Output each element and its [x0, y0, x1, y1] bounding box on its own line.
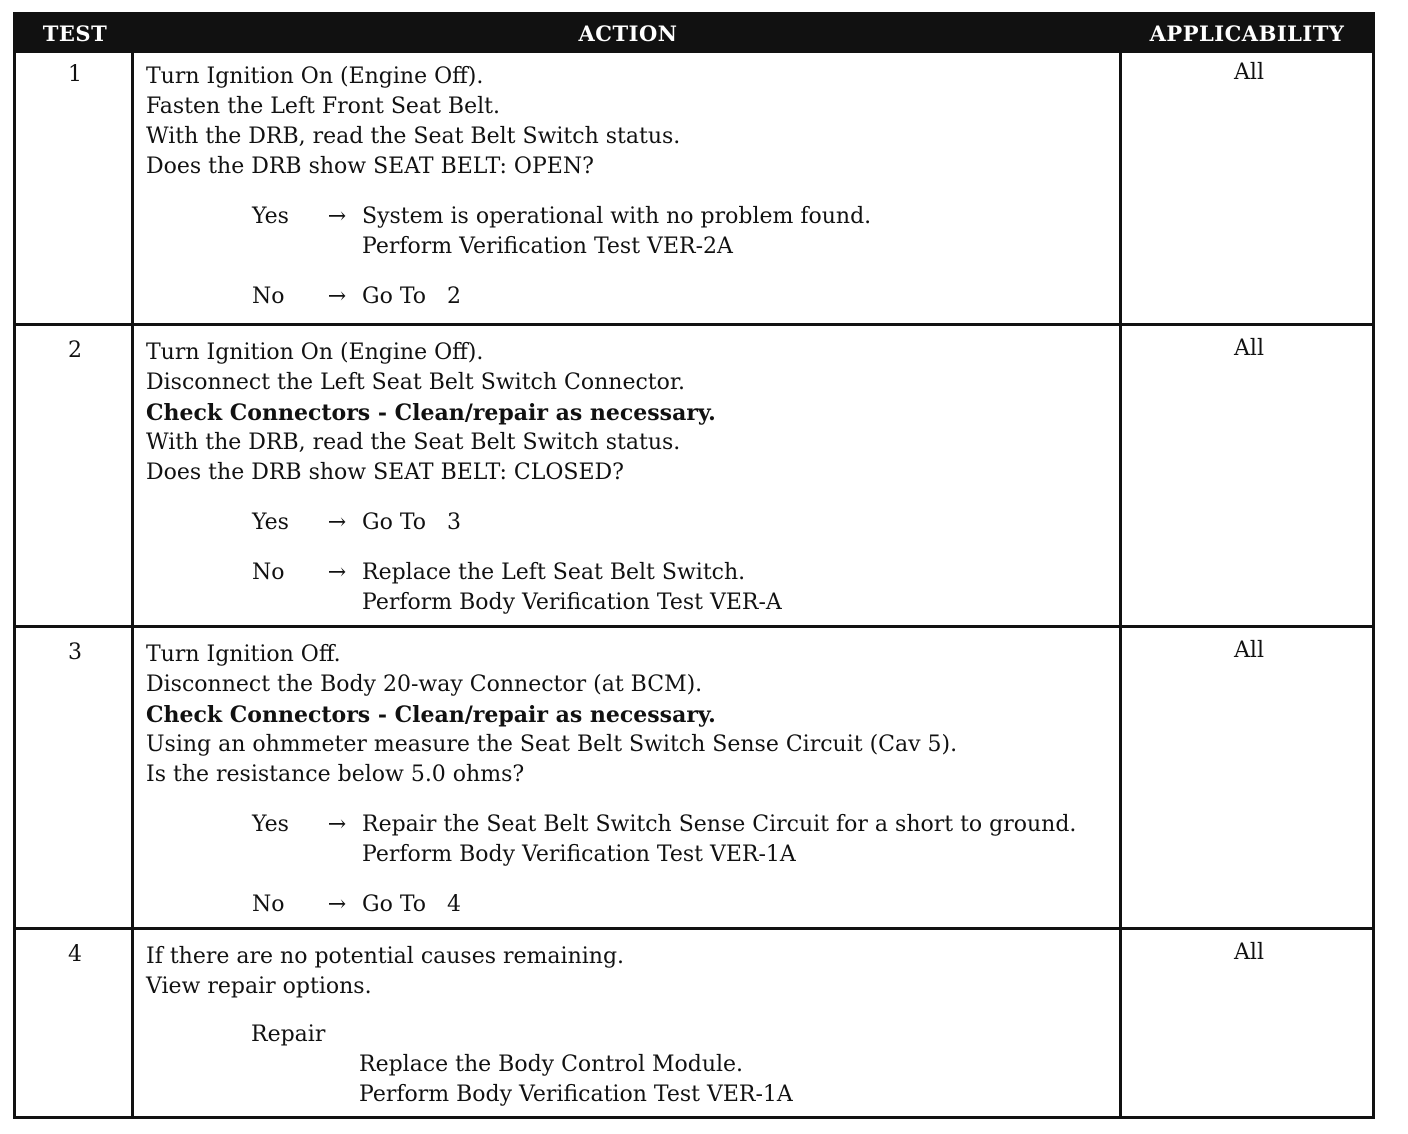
no-result-line: Perform Body Verification Test VER-A: [362, 590, 782, 615]
yes-result: [362, 202, 1122, 262]
applicability-value: All: [1234, 336, 1264, 361]
action-line: Does the DRB show SEAT BELT: OPEN?: [146, 154, 594, 179]
test-number: 1: [68, 62, 82, 87]
table-row-2: [16, 323, 1372, 625]
yes-result-line: Perform Body Verification Test VER-1A: [362, 842, 796, 867]
answers: [146, 810, 1122, 920]
no-result: [362, 890, 1122, 920]
no-answer: [146, 890, 1122, 920]
yes-result-line: Repair the Seat Belt Switch Sense Circuit for a short to ground.: [362, 812, 1077, 837]
action-line-bold: Check Connectors - Clean/repair as necessary.: [146, 702, 716, 728]
answers: [146, 508, 1122, 618]
yes-result: [362, 508, 1122, 538]
action-line: Turn Ignition On (Engine Off).: [146, 64, 484, 89]
test-number: 4: [68, 942, 82, 967]
no-label: No: [252, 284, 285, 309]
header-applicability: APPLICABILITY: [1149, 21, 1345, 46]
table-row-1: [16, 50, 1372, 323]
no-answer: [146, 282, 1122, 312]
no-result-line: Go To 4: [362, 892, 461, 917]
no-result-line: Replace the Left Seat Belt Switch.: [362, 560, 746, 585]
no-answer: [146, 558, 1122, 618]
action-line: Disconnect the Body 20-way Connector (at BCM).: [146, 672, 703, 697]
action-line: Fasten the Left Front Seat Belt.: [146, 94, 500, 119]
yes-result-line: System is operational with no problem found.: [362, 204, 872, 229]
repair-line: Perform Body Verification Test VER-1A: [359, 1082, 793, 1107]
applicability-value: All: [1234, 940, 1264, 965]
yes-answer: [146, 810, 1122, 870]
action-line: Using an ohmmeter measure the Seat Belt Switch Sense Circuit (Cav 5).: [146, 732, 958, 757]
no-result: [362, 558, 1122, 618]
no-label: No: [252, 892, 285, 917]
no-label: No: [252, 560, 285, 585]
arrow-icon: →: [327, 284, 347, 309]
yes-answer: [146, 508, 1122, 538]
yes-result: [362, 810, 1122, 870]
action-line: Turn Ignition On (Engine Off).: [146, 340, 484, 365]
action-cell: [146, 640, 1122, 940]
action-line: If there are no potential causes remaining.: [146, 944, 625, 969]
arrow-icon: →: [327, 510, 347, 535]
action-line: Does the DRB show SEAT BELT: CLOSED?: [146, 460, 624, 485]
yes-label: Yes: [252, 510, 289, 535]
header-action: ACTION: [578, 21, 678, 46]
answers: [146, 202, 1122, 312]
yes-result-line: Perform Verification Test VER-2A: [362, 234, 733, 259]
action-cell: [146, 62, 1122, 332]
arrow-icon: →: [327, 560, 347, 585]
header-test: TEST: [42, 21, 108, 46]
test-number: 3: [68, 640, 82, 665]
no-result: [362, 282, 1122, 312]
yes-label: Yes: [252, 204, 289, 229]
action-line: With the DRB, read the Seat Belt Switch status.: [146, 430, 681, 455]
yes-result-line: Go To 3: [362, 510, 461, 535]
action-line: With the DRB, read the Seat Belt Switch status.: [146, 124, 681, 149]
action-line: Is the resistance below 5.0 ohms?: [146, 762, 525, 787]
yes-answer: [146, 202, 1122, 262]
no-result-line: Go To 2: [362, 284, 461, 309]
action-line: Turn Ignition Off.: [146, 642, 341, 667]
table-row-4: [16, 927, 1372, 1116]
action-cell: [146, 942, 1122, 1110]
arrow-icon: →: [327, 812, 347, 837]
action-line: View repair options.: [146, 974, 372, 999]
action-cell: [146, 338, 1122, 638]
repair-line: Replace the Body Control Module.: [359, 1052, 744, 1077]
applicability-value: All: [1234, 638, 1264, 663]
test-number: 2: [68, 338, 82, 363]
action-line-bold: Check Connectors - Clean/repair as necessary.: [146, 400, 716, 426]
arrow-icon: →: [327, 204, 347, 229]
diagnostic-table: [13, 12, 1375, 1119]
arrow-icon: →: [327, 892, 347, 917]
applicability-value: All: [1234, 60, 1264, 85]
yes-label: Yes: [252, 812, 289, 837]
table-row-3: [16, 625, 1372, 927]
repair-label: Repair: [251, 1022, 326, 1047]
action-line: Disconnect the Left Seat Belt Switch Connector.: [146, 370, 685, 395]
table-header: [16, 15, 1372, 53]
